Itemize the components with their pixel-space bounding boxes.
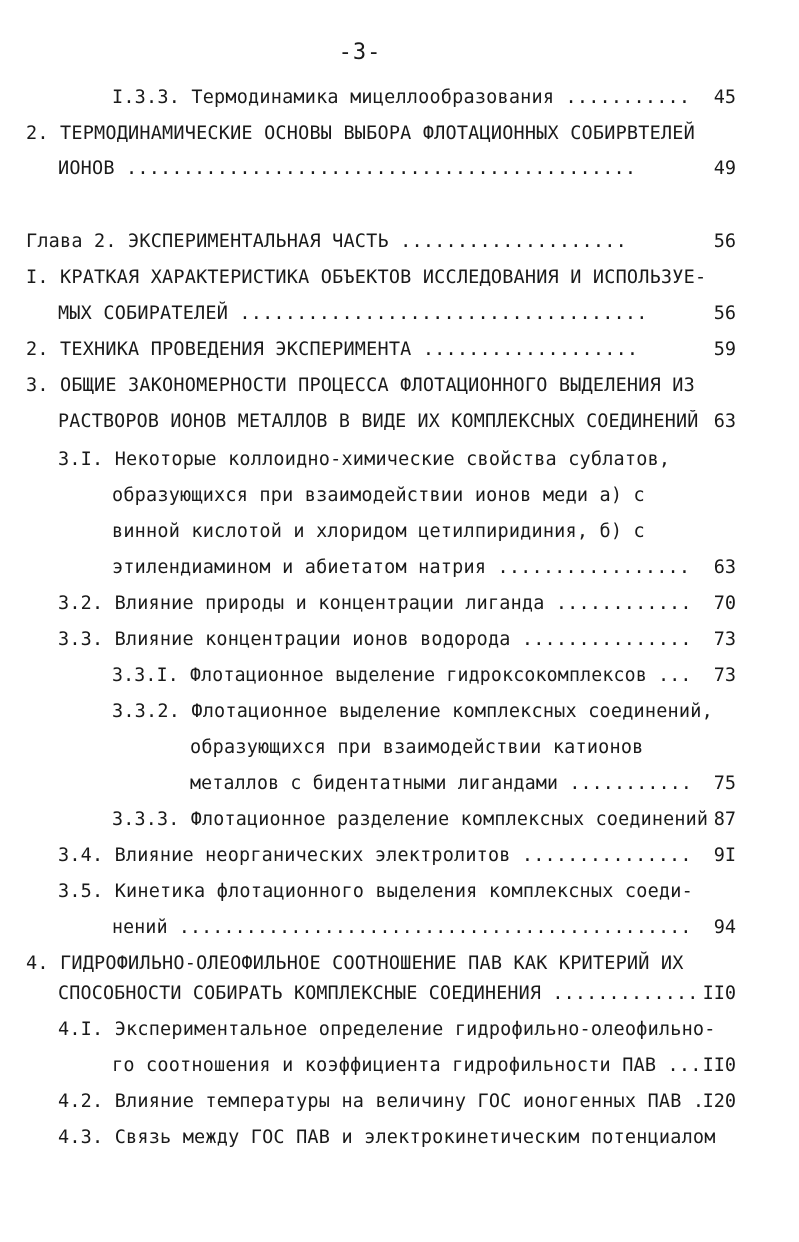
toc-entry-page: I20 <box>702 1091 736 1112</box>
toc-entry <box>26 336 692 364</box>
toc-entry-text: 3.3. Влияние концентрации ионов водорода ............... <box>58 629 692 650</box>
toc-entry-text: 3. ОБЩИЕ ЗАКОНОМЕРНОСТИ ПРОЦЕССА ФЛОТАЦИОННОГО ВЫДЕЛЕНИЯ ИЗ <box>26 375 695 396</box>
toc-entry <box>112 84 692 112</box>
toc-entry <box>58 626 692 654</box>
toc-entry-page: II0 <box>702 1055 736 1076</box>
toc-entry-page: 63 <box>713 557 736 578</box>
toc-entry <box>112 698 752 726</box>
toc-entry-text: РАСТВОРОВ ИОНОВ МЕТАЛЛОВ В ВИДЕ ИХ КОМПЛЕКСНЫХ СОЕДИНЕНИЙ <box>58 411 698 432</box>
toc-entry-page: 87 <box>713 809 736 830</box>
toc-entry <box>112 806 708 834</box>
toc-entry-text: I. КРАТКАЯ ХАРАКТЕРИСТИКА ОБЪЕКТОВ ИССЛЕДОВАНИЯ И ИСПОЛЬЗУЕ- <box>26 267 707 288</box>
toc-entry-text: 3.4. Влияние неорганических электролитов ............... <box>58 845 692 866</box>
toc-entry <box>58 1124 758 1152</box>
toc-entry-text: 3.3.3. Флотационное разделение комплексных соединений <box>112 809 708 830</box>
toc-entry-text: 4.3. Связь между ГОС ПАВ и электрокинетическим потенциалом <box>58 1127 716 1148</box>
toc-entry-text: 3.3.I. Флотационное выделение гидроксокомплексов ... <box>112 665 692 686</box>
toc-entry <box>58 1088 708 1116</box>
toc-entry-text: Глава 2. ЭКСПЕРИМЕНТАЛЬНАЯ ЧАСТЬ .................... <box>26 231 627 252</box>
toc-entry <box>58 155 692 183</box>
toc-entry-page: 49 <box>713 158 736 179</box>
toc-entry-text: 4.I. Экспериментальное определение гидрофильно-олеофильно- <box>58 1019 716 1040</box>
toc-entry-text: 3.I. Некоторые коллоидно-химические свойства сублатов, <box>58 449 671 470</box>
toc-entry-page: 9I <box>713 845 736 866</box>
toc-entry-text: нений .............................................. <box>112 917 692 938</box>
page-number: -3- <box>338 40 382 65</box>
toc-entry <box>112 518 732 546</box>
toc-entry <box>58 590 692 618</box>
toc-entry-text: металлов с бидентатными лигандами ........... <box>190 773 692 794</box>
toc-entry <box>58 878 738 906</box>
toc-entry <box>112 914 692 942</box>
toc-entry-text: ИОНОВ ............................................. <box>58 158 637 179</box>
toc-entry <box>112 554 692 582</box>
toc-entry-text: го соотношения и коэффициента гидрофильности ПАВ ... <box>112 1055 702 1076</box>
toc-entry-text: СПОСОБНОСТИ СОБИРАТЬ КОМПЛЕКСНЫЕ СОЕДИНЕНИЯ ............. <box>58 983 698 1004</box>
toc-entry-text: 2. ТЕХНИКА ПРОВЕДЕНИЯ ЭКСПЕРИМЕНТА ................... <box>26 339 639 360</box>
toc-entry-text: этилендиамином и абиетатом натрия ................. <box>112 557 691 578</box>
toc-entry <box>58 1016 748 1044</box>
toc-entry <box>190 734 730 762</box>
toc-entry-text: винной кислотой и хлоридом цетилпиридиния, б) с <box>112 521 645 542</box>
toc-entry <box>26 950 726 978</box>
toc-entry <box>190 770 692 798</box>
toc-entry <box>58 980 698 1008</box>
toc-entry-text: I.3.3. Термодинамика мицеллообразования ........... <box>112 87 691 108</box>
toc-entry <box>58 408 698 436</box>
toc-entry-page: 70 <box>713 593 736 614</box>
toc-entry-text: 3.2. Влияние природы и концентрации лиганда ............ <box>58 593 692 614</box>
toc-entry-page: 45 <box>713 87 736 108</box>
toc-entry-page: 73 <box>713 629 736 650</box>
toc-entry-text: 3.5. Кинетика флотационного выделения комплексных соеди- <box>58 881 693 902</box>
toc-entry-text: 4.2. Влияние температуры на величину ГОС ионогенных ПАВ . <box>58 1091 705 1112</box>
toc-entry <box>112 482 732 510</box>
toc-entry-text: 3.3.2. Флотационное выделение комплексных соединений, <box>112 701 713 722</box>
toc-entry-page: 56 <box>713 231 736 252</box>
toc-entry-text: 2. ТЕРМОДИНАМИЧЕСКИЕ ОСНОВЫ ВЫБОРА ФЛОТАЦИОННЫХ СОБИРВТЕЛЕЙ <box>26 123 695 144</box>
toc-entry <box>112 1052 708 1080</box>
toc-entry <box>58 446 738 474</box>
toc-entry-page: 59 <box>713 339 736 360</box>
toc-entry-page: 56 <box>713 303 736 324</box>
toc-entry-page: 73 <box>713 665 736 686</box>
toc-entry-text: образующихся при взаимодействии ионов меди а) с <box>112 485 645 506</box>
toc-entry <box>58 842 692 870</box>
toc-entry <box>58 300 692 328</box>
toc-entry-text: образующихся при взаимодействии катионов <box>190 737 644 758</box>
toc-entry-text: 4. ГИДРОФИЛЬНО-ОЛЕОФИЛЬНОЕ СООТНОШЕНИЕ ПАВ КАК КРИТЕРИЙ ИХ <box>26 953 684 974</box>
toc-entry-page: 75 <box>713 773 736 794</box>
toc-entry <box>26 228 692 256</box>
toc-entry-page: II0 <box>702 983 736 1004</box>
toc-entry <box>26 264 726 292</box>
toc-entry-page: 94 <box>713 917 736 938</box>
toc-entry <box>26 120 706 148</box>
toc-entry <box>112 662 692 690</box>
toc-entry <box>26 372 726 400</box>
toc-entry-text: МЫХ СОБИРАТЕЛЕЙ .................................... <box>58 303 648 324</box>
toc-entry-page: 63 <box>713 411 736 432</box>
